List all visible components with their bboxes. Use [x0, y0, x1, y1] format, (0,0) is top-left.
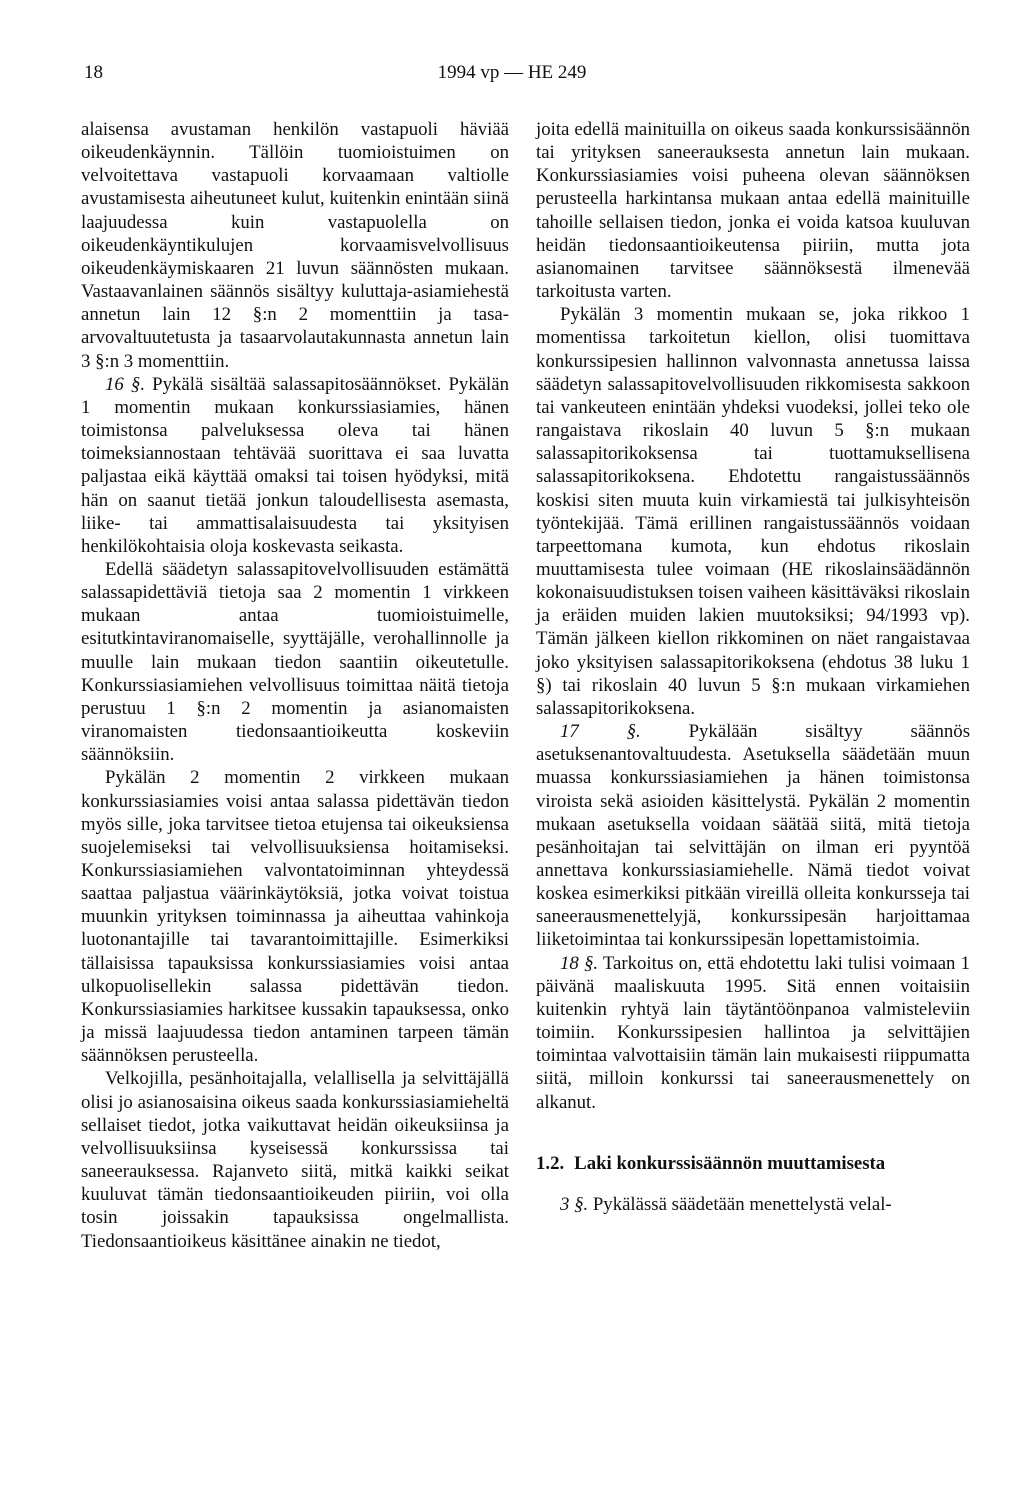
- right-column: [536, 118, 970, 1216]
- paragraph: Velkojilla, pesänhoitajalla, velallisella ja selvittäjällä olisi jo asianosaisina oikeus saada konkurssiasiamieheltä sellaiset tiedot, jotka vaikuttavat heidän oikeuksiinsa ja velvollisuuksiinsa kyseisessä konkurssissa tai saneerauksessa. Rajanveto siitä, mitkä kaikki seikat kuuluvat tämän tiedonsaantioikeuden piiriin, voi olla tosin joissakin tapauksissa ongelmallista. Tiedonsaantioikeus käsittänee ainakin ne tiedot,: [81, 1068, 509, 1252]
- paragraph: joita edellä mainituilla on oikeus saada konkurssisäännön tai yrityksen saneerauksesta annetun lain mukaan. Konkurssiasiamies voisi puheena olevan säännöksen perusteella harkintansa mukaan antaa edellä mainituille tahoille sellaisen tiedon, jonka ei voida katsoa kuuluvan heidän tiedonsaantioikeutensa piiriin, mutta jota asianomainen tarvitsee säännöksestä ilmenevää tarkoitusta varten.: [536, 119, 970, 303]
- paragraph-section-18: [536, 952, 970, 1114]
- page-number: 18: [84, 62, 103, 83]
- paragraph-text: Pykälään sisältyy säännös asetuksenantovaltuudesta. Asetuksella säädetään muun muassa konkurssiasiamiehen ja hänen toimistonsa viroista sekä asioiden käsittelystä. Pykälän 2 momentin mukaan asetuksella voidaan säätää siitä, mitä tietoja pesänhoitajan tai selvittäjän on ilman eri pyyntöä annettava konkurssiasiamiehelle. Nämä tiedot voivat koskea esimerkiksi pitkään vireillä olleita konkursseja tai saneerausmenettelyjä, konkurssipesän harjoittamaa liiketoimintaa tai konkurssipesän lopettamistoimia.: [536, 721, 971, 951]
- running-head: 1994 vp — HE 249: [437, 62, 587, 83]
- page-header: [0, 62, 1024, 92]
- section-marker: 18 §.: [560, 952, 599, 974]
- left-column: [81, 118, 509, 1253]
- section-heading-number: 1.2.: [536, 1152, 565, 1174]
- paragraph-text: Pykälä sisältää salassapitosäännökset. Pykälän 1 momentin mukaan konkurssiasiamies, hänen toimistonsa palveluksessa oleva tai hänen toimeksiannostaan tehtävää suorittava ei saa luvatta paljastaa eikä käyttää omaksi tai toisen hyödyksi, mitä hän on saanut tietää jonkun taloudellisesta asemasta, liike- tai ammattisalaisuudesta tai yksityisen henkilökohtaisia oloja koskevasta seikasta.: [81, 373, 509, 557]
- section-heading: [536, 1152, 970, 1175]
- paragraph: Pykälän 3 momentin mukaan se, joka rikkoo 1 momentissa tarkoitetun kiellon, olisi tuomittava konkurssipesien hallinnon valvonnasta annetussa laissa säädetyn salassapitovelvollisuuden rikkomisesta sakkoon tai vankeuteen enintään yhdeksi vuodeksi, jollei teko ole rangaistava rikoslain 40 luvun 5 §:n mukaan salassapitorikoksensa tai tuottamuksellisena salassapitorikoksena. Ehdotettu rangaistussäännös koskisi siten muuta kuin virkamiestä tai julkisyhteisön työntekijää. Tämä erillinen rangaistussäännös voidaan tarpeettomana kumota, kun ehdotus rikoslain muuttamisesta tulee voimaan (HE rikoslainsäädännön kokonaisuudistuksen toisen vaiheen käsittäväksi rikoslain ja eräiden muiden lakien muutoksiksi; 94/1993 vp). Tämän jälkeen kiellon rikkominen on näet rangaistavaa joko yksityisen salassapitorikoksena (ehdotus 38 luku 1 §) tai rikoslain 40 luvun 5 §:n mukaan virkamiehen salassapitorikoksena.: [536, 304, 970, 719]
- paragraph-section-17: [536, 720, 970, 952]
- paragraph-section-16: [81, 373, 509, 558]
- paragraph: Edellä säädetyn salassapitovelvollisuuden estämättä salassapidettäviä tietoja saa 2 momentin 1 virkkeen mukaan antaa tuomioistuimelle, esitutkintaviranomaiselle, syyttäjälle, verohallinnolle ja muulle lain mukaan tiedon saantiin oikeutetulle. Konkurssiasiamiehen velvollisuus toimittaa näitä tietoja perustuu 1 §:n 2 momentin ja asianomaisten viranomaisten tiedonsaantioikeutta koskeviin säännöksiin.: [81, 558, 509, 766]
- section-marker: 16 §.: [105, 373, 146, 395]
- paragraph: Pykälän 2 momentin 2 virkkeen mukaan konkurssiasiamies voisi antaa salassa pidettävän tiedon myös sille, joka tarvitsee tietoa etujensa tai oikeuksiensa suojelemiseksi tai velvollisuuksiensa hoitamiseksi. Konkurssiasiamiehen valvontatoiminnan yhteydessä saattaa paljastua väärinkäytöksiä, jotka voivat toistua muunkin yrityksen toiminnassa ja aiheuttaa vahinkoja luotonantajille tai tavarantoimittajille. Esimerkiksi tällaisissa tapauksissa konkurssiasiamies voisi antaa ulkopuolisellekin salassa pidettävän tiedon. Konkurssiasiamies harkitsee kussakin tapauksessa, onko ja missä laajuudessa tiedon antaminen tarpeen tämän säännöksen perusteella.: [81, 767, 509, 1067]
- paragraph-text: Tarkoitus on, että ehdotettu laki tulisi voimaan 1 päivänä maaliskuuta 1995. Sitä ennen voitaisiin kuitenkin ryhtyä lain täytäntöönpanoa valmisteleviin toimiin. Konkurssipesien hallintoa ja selvittäjien toimintaa valvottaisiin tämän lain mukaisesti riippumatta siitä, milloin konkurssi tai saneerausmenettely on alkanut.: [536, 952, 970, 1113]
- section-marker: 17 §.: [560, 721, 641, 743]
- paragraph-text: Pykälässä säädetään menettelystä velal-: [588, 1193, 892, 1215]
- paragraph: alaisensa avustaman henkilön vastapuoli häviää oikeudenkäynnin. Tällöin tuomioistuimen on velvoitettava vastapuoli korvaamaan valtiolle avustamisesta aiheutuneet kulut, kuitenkin enintään siinä laajuudessa kuin vastapuolella on oikeudenkäyntikulujen korvaamisvelvollisuus oikeudenkäymiskaaren 21 luvun säännösten mukaan. Vastaavanlainen säännös sisältyy kuluttaja-asiamiehestä annetun lain 12 §:n 2 momenttiin ja tasa-arvovaltuutetusta ja tasaarvolautakunnasta annetun lain 3 §:n 3 momenttiin.: [81, 119, 509, 372]
- section-marker: 3 §.: [560, 1193, 589, 1215]
- paragraph-section-3: [536, 1193, 970, 1216]
- section-heading-text: Laki konkurssisäännön muuttamisesta: [574, 1152, 886, 1174]
